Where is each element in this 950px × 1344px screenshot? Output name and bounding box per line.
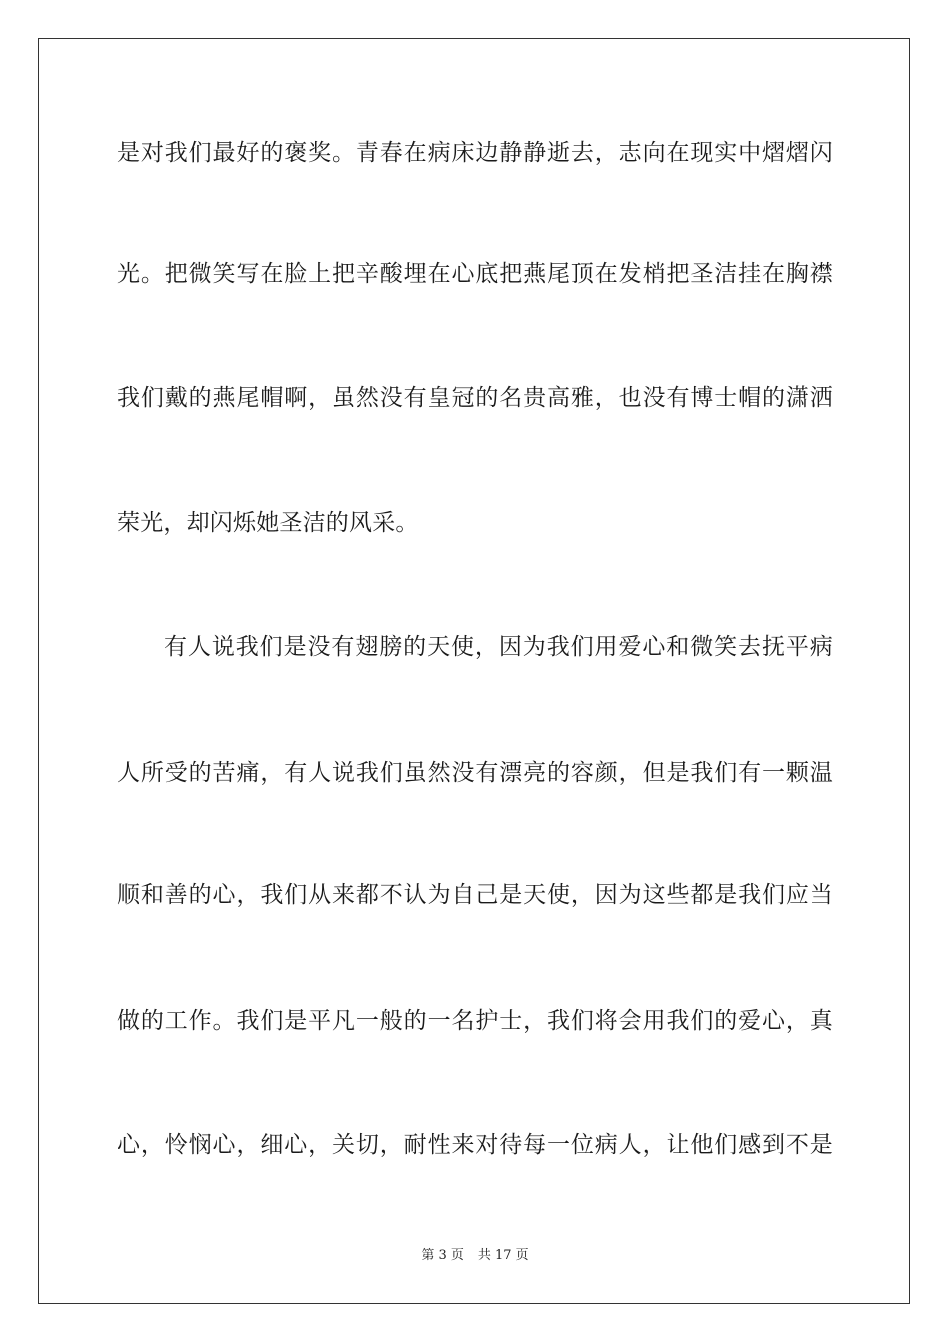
text-line-2: 光。把微笑写在脸上把辛酸埋在心底把燕尾顶在发梢把圣洁挂在胸襟 [117,261,833,287]
page-number: 第 3 页 [421,1248,464,1263]
paragraph-start-line: 有人说我们是没有翅膀的天使，因为我们用爱心和微笑去抚平病 [164,634,833,660]
page-footer [0,1247,950,1265]
page-total: 共 17 页 [477,1248,529,1263]
text-line-3: 我们戴的燕尾帽啊，虽然没有皇冠的名贵高雅，也没有博士帽的潇洒 [117,385,833,411]
text-line-4: 荣光，却闪烁她圣洁的风采。 [117,510,419,536]
text-line-8: 做的工作。我们是平凡一般的一名护士，我们将会用我们的爱心，真 [117,1008,833,1034]
text-line-6: 人所受的苦痛，有人说我们虽然没有漂亮的容颜，但是我们有一颗温 [117,760,833,786]
text-line-1: 是对我们最好的褒奖。青春在病床边静静逝去，志向在现实中熠熠闪 [117,140,833,166]
text-line-9: 心，怜悯心，细心，关切，耐性来对待每一位病人，让他们感到不是 [117,1132,833,1158]
page-border [38,38,910,1304]
text-line-7: 顺和善的心，我们从来都不认为自己是天使，因为这些都是我们应当 [117,882,833,908]
